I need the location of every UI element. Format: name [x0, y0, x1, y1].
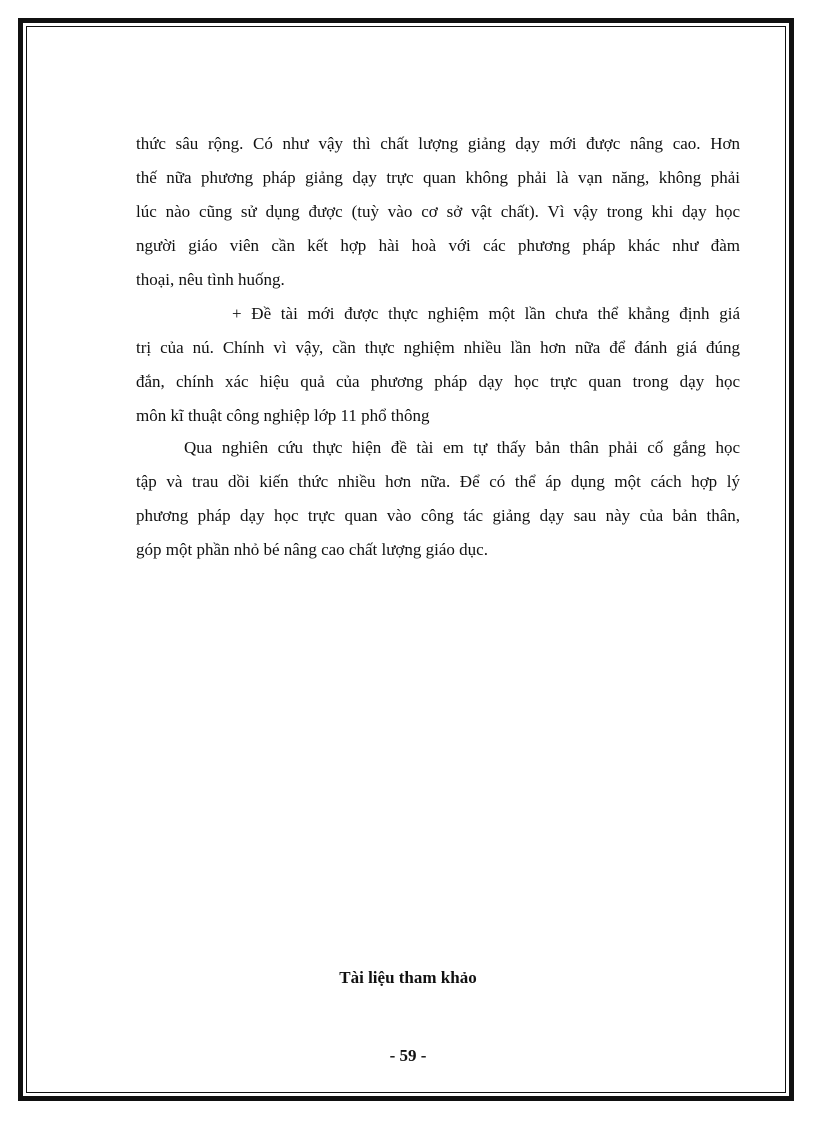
- references-heading: Tài liệu tham khảo: [339, 968, 477, 987]
- body-line-5: thoại, nêu tình huống.: [136, 270, 285, 289]
- body-line-3: lúc nào cũng sử dụng được (tuỳ vào cơ sở vật chất). Vì vậy trong khi dạy học: [136, 202, 740, 221]
- body-line-8: đắn, chính xác hiệu quả của phương pháp dạy học trực quan trong dạy học: [136, 372, 740, 391]
- body-line-6: + Đề tài mới được thực nghiệm một lần chưa thể khẳng định giá: [232, 304, 740, 323]
- body-line-4: người giáo viên cần kết hợp hài hoà với các phương pháp khác như đàm: [136, 236, 740, 255]
- page-number: - 59 -: [389, 1046, 427, 1065]
- body-line-10: Qua nghiên cứu thực hiện đề tài em tự thấy bản thân phải cố gắng học: [184, 438, 740, 457]
- body-line-13: góp một phần nhỏ bé nâng cao chất lượng giáo dục.: [136, 540, 488, 559]
- body-line-2: thế nữa phương pháp giảng dạy trực quan không phải là vạn năng, không phải: [136, 168, 740, 187]
- body-line-11: tập và trau dồi kiến thức nhiều hơn nữa. Để có thể áp dụng một cách hợp lý: [136, 472, 740, 491]
- body-line-9: môn kĩ thuật công nghiệp lớp 11 phổ thông: [136, 406, 430, 425]
- body-line-7: trị của nú. Chính vì vậy, cần thực nghiệm nhiều lần hơn nữa để đánh giá đúng: [136, 338, 740, 357]
- body-line-12: phương pháp dạy học trực quan vào công tác giảng dạy sau này của bản thân,: [136, 506, 740, 525]
- body-line-1: thức sâu rộng. Có như vậy thì chất lượng giảng dạy mới được nâng cao. Hơn: [136, 134, 740, 153]
